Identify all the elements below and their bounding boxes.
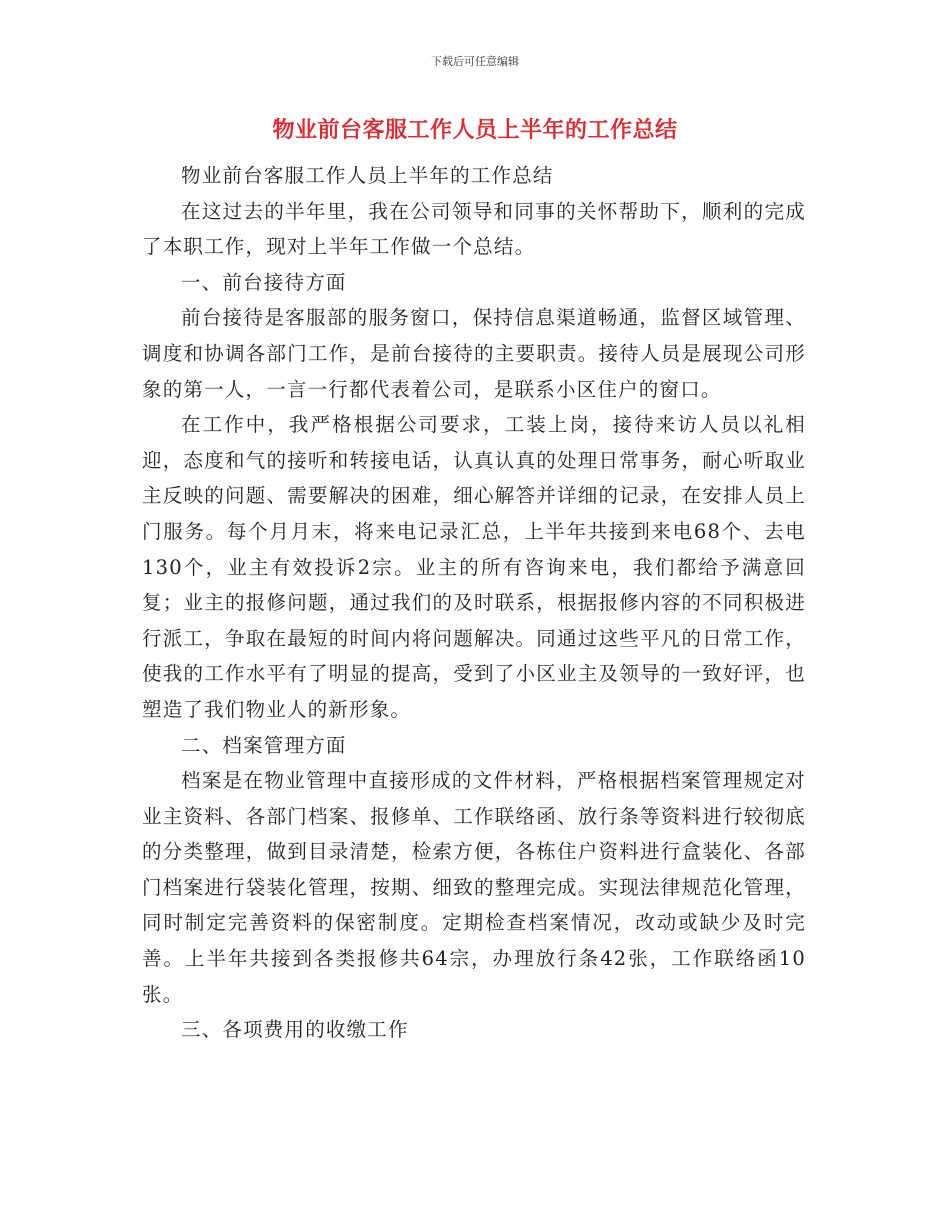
section-heading-fees: 三、各项费用的收缴工作 — [181, 1018, 409, 1042]
document-body — [142, 158, 806, 1048]
paragraph-reception-duty: 前台接待是客服部的服务窗口，保持信息渠道畅通，监督区域管理、调度和协调各部门工作，是前台接待的主要职责。接待人员是展现公司形象的第一人，一言一行都代表着公司，是联系小区住户的窗口。 — [142, 306, 806, 401]
paragraph-intro: 在这过去的半年里，我在公司领导和同事的关怀帮助下，顺利的完成了本职工作，现对上半年工作做一个总结。 — [142, 199, 806, 259]
header-note: 下载后可任意编辑 — [431, 55, 519, 68]
document-title: 物业前台客服工作人员上半年的工作总结 — [272, 118, 678, 143]
paragraph-subtitle: 物业前台客服工作人员上半年的工作总结 — [181, 164, 554, 187]
paragraph-archives: 档案是在物业管理中直接形成的文件材料，严格根据档案管理规定对业主资料、各部门档案、报修单、工作联络函、放行条等资料进行较彻底的分类整理，做到目录清楚，检索方便，各栋住户资料进行盒装化、各部门档案进行袋装化管理，按期、细致的整理完成。实现法律规范化管理，同时制定完善资料的保密制度。定期检查档案情况，改动或缺少及时完善。上半年共接到各类报修共64宗，办理放行条42张，工作联络函10张。 — [142, 769, 806, 1006]
section-heading-reception: 一、前台接待方面 — [181, 270, 347, 294]
section-heading-archives: 二、档案管理方面 — [181, 733, 347, 757]
paragraph-reception-work: 在工作中，我严格根据公司要求，工装上岗，接待来访人员以礼相迎，态度和气的接听和转接电话，认真认真的处理日常事务，耐心听取业主反映的问题、需要解决的困难，细心解答并详细的记录，在安排人员上门服务。每个月月末，将来电记录汇总，上半年共接到来电68个、去电130个，业主有效投诉2宗。业主的所有咨询来电，我们都给予满意回复；业主的报修问题，通过我们的及时联系，根据报修内容的不同积极进行派工，争取在最短的时间内将问题解决。同通过这些平凡的日常工作，使我的工作水平有了明显的提高，受到了小区业主及领导的一致好评，也塑造了我们物业人的新形象。 — [142, 413, 806, 721]
